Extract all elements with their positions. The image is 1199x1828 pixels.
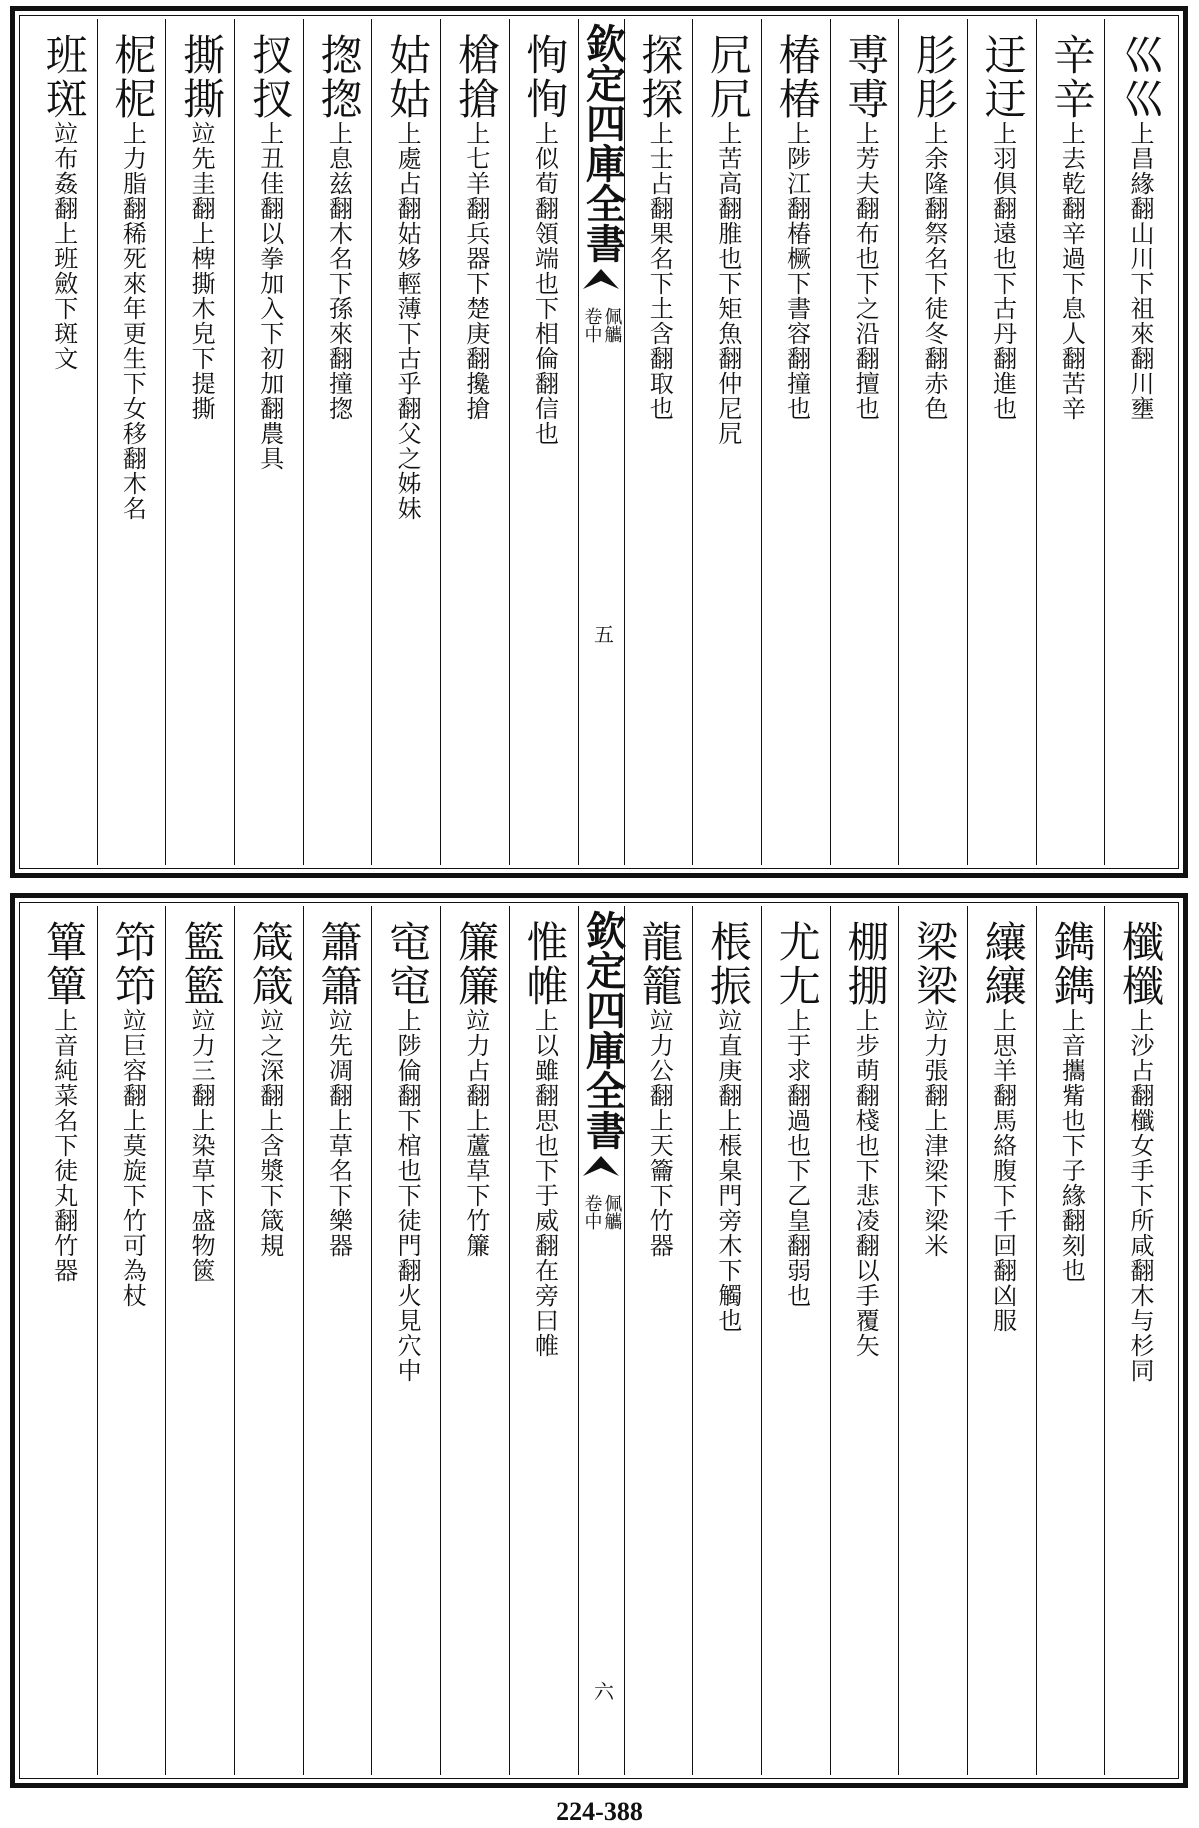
head-characters: 簾簾 (451, 920, 501, 1008)
columns-bottom (29, 906, 1173, 1775)
head-characters: 肜肜 (909, 33, 959, 121)
page-bottom (10, 893, 1188, 1788)
fishtail-mark-icon (583, 1154, 619, 1176)
volume-label (582, 1194, 622, 1230)
head-characters: 恂恂 (520, 33, 570, 121)
head-characters: 簫簫 (314, 920, 364, 1008)
entry-column (967, 906, 1036, 1775)
head-characters: 迂迂 (978, 33, 1028, 121)
head-characters: 棚掤 (841, 920, 891, 1008)
entry-column (1036, 19, 1105, 865)
gloss-text: 上力脂翻稀死來年更生下女移翻木名 (118, 121, 147, 521)
gloss-text: 竝之深翻上含漿下箴規 (255, 1008, 284, 1258)
entry-column (898, 19, 967, 865)
gloss-text: 竝力占翻上蘆草下竹簾 (461, 1008, 490, 1258)
gloss-text: 上苦高翻脽也下矩魚翻仲尼凥 (713, 121, 742, 446)
entry-column (692, 19, 761, 865)
gloss-text: 上思羊翻馬絡腹下千回翻凶服 (988, 1008, 1017, 1333)
head-characters: 箴箴 (245, 920, 295, 1008)
head-characters: 撕撕 (177, 33, 227, 121)
head-characters: 探探 (635, 33, 685, 121)
center-fold (578, 19, 627, 865)
juan-label: 卷中 (581, 307, 603, 343)
entry-column (830, 906, 899, 1775)
gloss-text: 竝先圭翻上椑撕木皃下提撕 (187, 121, 216, 421)
gloss-text: 竝布姦翻上班斂下斑文 (49, 121, 78, 371)
gloss-text: 上處占翻姑姼輕薄下古乎翻父之姊妹 (393, 121, 422, 521)
entry-column (624, 19, 693, 865)
head-characters: 凥凥 (703, 33, 753, 121)
gloss-text: 上羽俱翻遠也下古丹翻進也 (988, 121, 1017, 421)
head-characters: 槍搶 (451, 33, 501, 121)
volume-name: 佩觿 (601, 1194, 623, 1230)
entry-column (509, 19, 578, 865)
entry-column (97, 906, 166, 1775)
gloss-text: 竝力公翻上天籥下竹器 (645, 1008, 674, 1258)
center-fold (578, 906, 627, 1775)
head-characters: 椿椿 (772, 33, 822, 121)
entry-column (761, 19, 830, 865)
entry-column (440, 19, 509, 865)
head-characters: 鐫鐫 (1047, 920, 1097, 1008)
gloss-text: 竝力三翻上染草下盛物篋 (187, 1008, 216, 1283)
juan-label: 卷中 (581, 1194, 603, 1230)
entry-column (29, 19, 97, 865)
gloss-text: 竝巨容翻上莫旋下竹可為杖 (118, 1008, 147, 1308)
gloss-text: 上步萌翻棧也下悲凌翻以手覆矢 (851, 1008, 880, 1358)
volume-name: 佩觿 (601, 307, 623, 343)
head-characters: 班斑 (39, 33, 89, 121)
head-characters: 尃尃 (841, 33, 891, 121)
entry-column (1036, 906, 1105, 1775)
gloss-text: 上陟江翻椿橛下書容翻撞也 (782, 121, 811, 421)
gloss-text: 竝直庚翻上棖臬門旁木下觸也 (713, 1008, 742, 1333)
page-top (10, 6, 1188, 878)
gloss-text: 上昌緣翻山川下祖來翻川壅 (1126, 121, 1154, 421)
entry-column (967, 19, 1036, 865)
gloss-text: 上芳夫翻布也下之沿翻擅也 (851, 121, 880, 421)
entry-column (303, 906, 372, 1775)
head-characters: 梁梁 (909, 920, 959, 1008)
gloss-text: 上去乾翻辛過下息人翻苦辛 (1057, 121, 1086, 421)
gloss-text: 上于求翻過也下乙皇翻弱也 (782, 1008, 811, 1308)
gloss-text: 上息兹翻木名下孫來翻撞揔 (324, 121, 353, 421)
gloss-text: 上以雖翻思也下于威翻在旁曰帷 (530, 1008, 559, 1358)
entry-column (234, 19, 303, 865)
head-characters: 龍籠 (635, 920, 685, 1008)
entry-column (830, 19, 899, 865)
gloss-text: 上陟倫翻下棺也下徒門翻火見穴中 (393, 1008, 422, 1383)
gloss-text: 上七羊翻兵器下楚庚翻攙搶 (461, 121, 490, 421)
entry-column (1104, 19, 1173, 865)
head-characters: 惟帷 (520, 920, 570, 1008)
columns-top (29, 19, 1173, 865)
entry-column (692, 906, 761, 1775)
page-number: 五 (590, 624, 615, 644)
head-characters: 姑姑 (383, 33, 433, 121)
book-title: 欽定四庫全書 (579, 910, 627, 1150)
entry-column (303, 19, 372, 865)
entry-column (234, 906, 303, 1775)
fishtail-mark-icon (583, 267, 619, 289)
head-characters: 巛巛 (1116, 33, 1165, 121)
catalog-code: 224-388 (556, 1797, 643, 1826)
gloss-text: 上丑佳翻以拳加入下初加翻農具 (255, 121, 284, 471)
volume-label (582, 307, 622, 343)
head-characters: 櫼櫼 (1116, 920, 1165, 1008)
entry-column (761, 906, 830, 1775)
entry-column (371, 19, 440, 865)
entry-column (29, 906, 97, 1775)
entry-column (97, 19, 166, 865)
entry-column (165, 906, 234, 1775)
head-characters: 柅柅 (108, 33, 158, 121)
head-characters: 扠扠 (245, 33, 295, 121)
head-characters: 纕纕 (978, 920, 1028, 1008)
entry-column (440, 906, 509, 1775)
gloss-text: 上余隆翻祭名下徒冬翻赤色 (919, 121, 948, 421)
head-characters: 窀窀 (383, 920, 433, 1008)
head-characters: 簞簞 (39, 920, 89, 1008)
gloss-text: 上音攜觜也下子緣翻刻也 (1057, 1008, 1086, 1283)
entry-column (1104, 906, 1173, 1775)
entry-column (898, 906, 967, 1775)
gloss-text: 上沙占翻櫼女手下所咸翻木与杉同 (1126, 1008, 1154, 1383)
gloss-text: 上士占翻果名下土含翻取也 (645, 121, 674, 421)
entry-column (624, 906, 693, 1775)
head-characters: 揔揔 (314, 33, 364, 121)
entry-column (509, 906, 578, 1775)
head-characters: 辛辛 (1047, 33, 1097, 121)
gloss-text: 竝先凋翻上草名下樂器 (324, 1008, 353, 1258)
book-title: 欽定四庫全書 (579, 23, 627, 263)
head-characters: 笻笻 (108, 920, 158, 1008)
gloss-text: 上似荀翻領端也下相倫翻信也 (530, 121, 559, 446)
gloss-text: 上音純菜名下徒丸翻竹器 (49, 1008, 78, 1283)
head-characters: 棖振 (703, 920, 753, 1008)
entry-column (371, 906, 440, 1775)
page-number: 六 (590, 1681, 615, 1701)
head-characters: 尤尢 (772, 920, 822, 1008)
entry-column (165, 19, 234, 865)
gloss-text: 竝力張翻上津梁下梁米 (919, 1008, 948, 1258)
head-characters: 籃籃 (177, 920, 227, 1008)
